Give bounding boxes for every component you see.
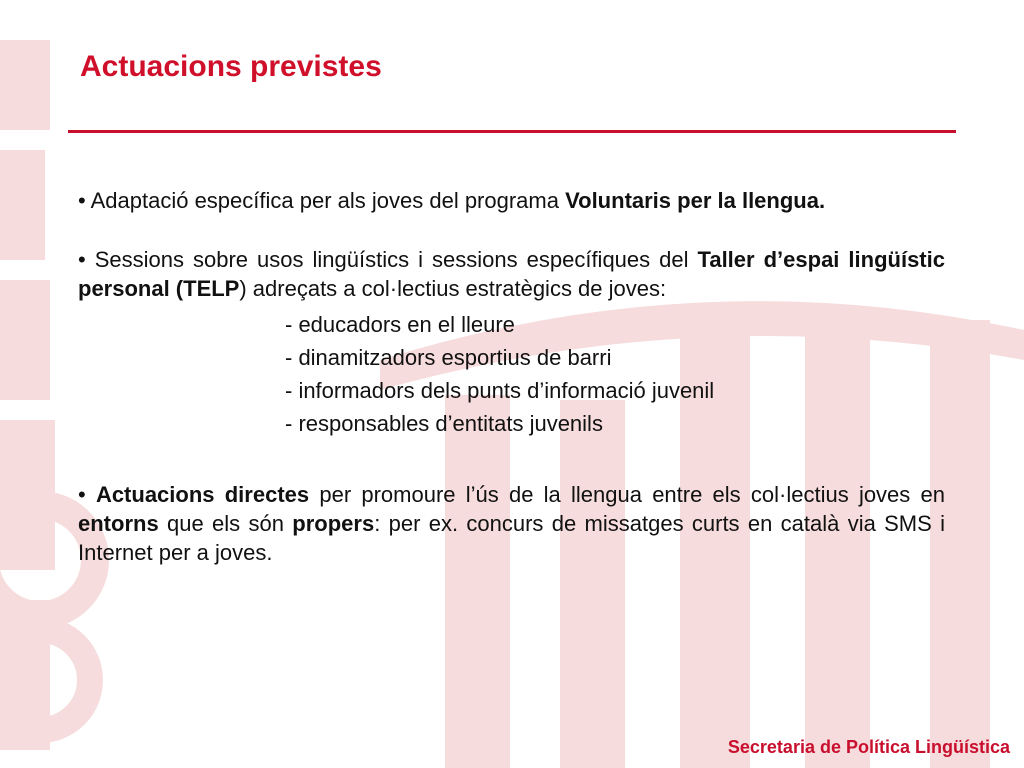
bullet-3-text-3: : per ex. concurs de missatges curts en català via SMS i Internet per a joves. <box>78 511 946 565</box>
slide-title: Actuacions previstes <box>80 50 382 83</box>
bullet-3 <box>78 480 945 567</box>
title-divider <box>68 130 956 133</box>
close-label: propers <box>292 511 375 536</box>
footer-organization: Secretaria de Política Lingüística <box>727 737 1010 757</box>
bullet-2-text: Sessions sobre usos lingüístics i sessions específiques del <box>94 247 698 272</box>
target-groups-list <box>285 308 945 440</box>
bullet-icon: • <box>78 247 86 272</box>
slide-body <box>78 186 945 597</box>
bullet-1 <box>78 186 945 215</box>
list-item: - responsables d’entitats juvenils <box>285 411 603 436</box>
bullet-2 <box>78 245 945 303</box>
environments-label: entorns <box>78 511 159 536</box>
bullet-icon: • <box>78 188 86 213</box>
direct-actions-label: Actuacions directes <box>95 482 310 507</box>
program-name: Voluntaris per la llengua. <box>565 188 826 213</box>
bullet-3-text: per promoure l’ús de la llengua entre els col·lectius joves en <box>309 482 945 507</box>
list-item: - dinamitzadors esportius de barri <box>285 345 612 370</box>
bullet-2-text-tail: ) adreçats a col·lectius estratègics de joves: <box>239 276 667 301</box>
bullet-1-text: Adaptació específica per als joves del programa <box>90 188 566 213</box>
workshop-name: Taller d’espai lingüístic personal (TELP <box>78 247 945 301</box>
bullet-3-text-2: que els són <box>158 511 293 536</box>
list-item: - informadors dels punts d’informació juvenil <box>285 378 715 403</box>
bullet-icon: • <box>78 482 86 507</box>
list-item: - educadors en el lleure <box>285 312 515 337</box>
